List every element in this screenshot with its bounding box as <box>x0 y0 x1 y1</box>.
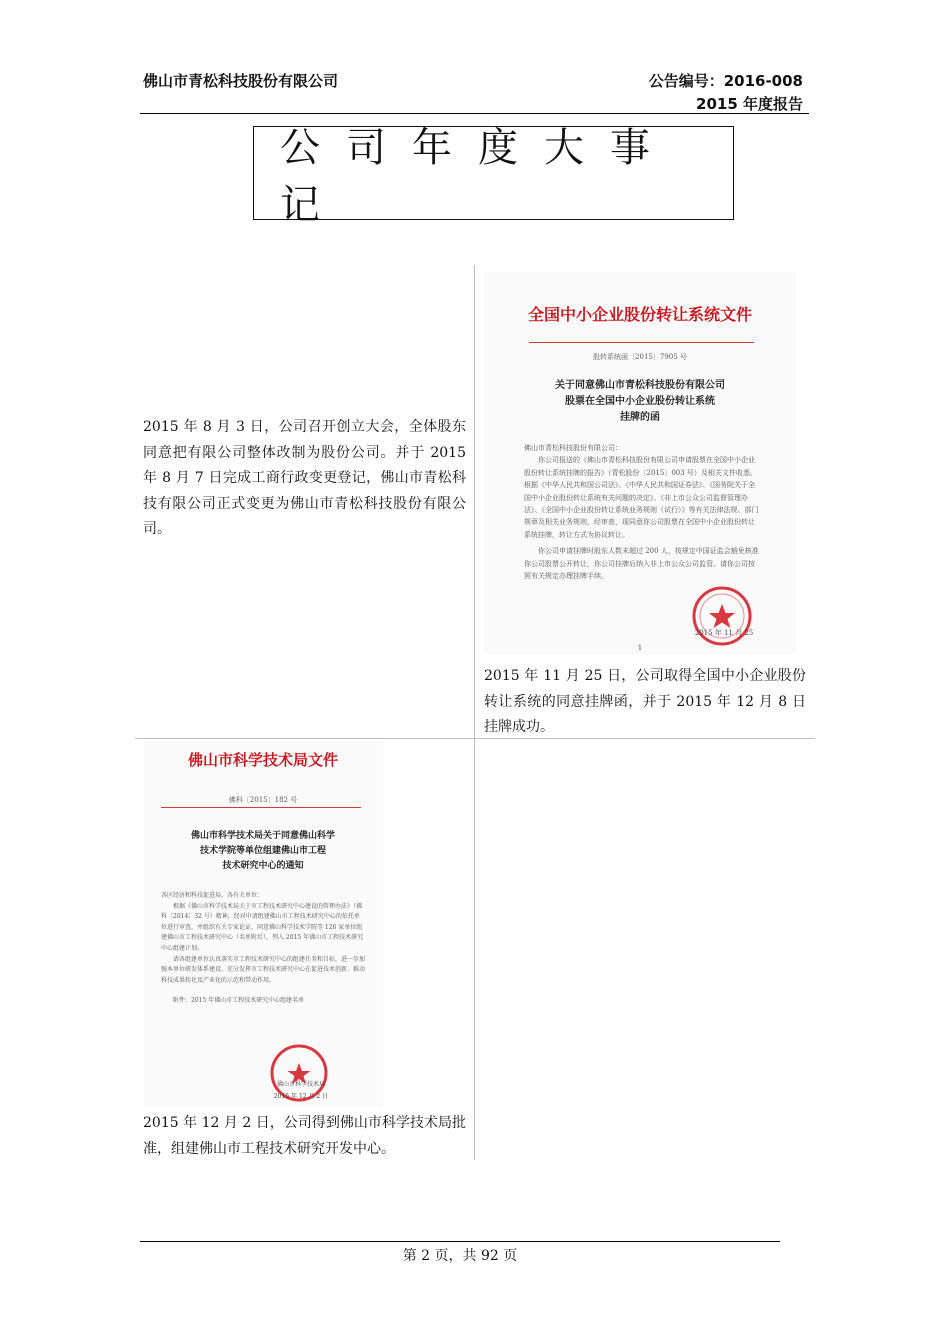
event-3-text: 2015 年 12 月 2 日，公司得到佛山市科学技术局批准，组建佛山市工程技术研究开发中心。 <box>143 1115 466 1157</box>
doc-2-red-seal-icon <box>684 584 760 648</box>
doc-3-date: 2015 年 12 月 2 日 <box>273 1093 329 1100</box>
footer-rule <box>140 1241 780 1242</box>
grid-divider-vertical-bottom <box>474 738 475 1160</box>
doc-2-date: 2015 年 11 月 25 <box>694 629 754 637</box>
header-rule <box>140 113 809 114</box>
doc-2-title: 关于同意佛山市青松科技股份有限公司 股票在全国中小企业股份转让系统 挂牌的函 <box>555 380 725 423</box>
event-3-document-image <box>143 741 383 1107</box>
doc-3-title: 佛山市科学技术局关于同意佛山科学 技术学院等单位组建佛山市工程 技术研究中心的通知 <box>190 831 335 871</box>
doc-3-seal-text: 佛山市科学技术局 <box>276 1081 325 1088</box>
doc-2-paragraph: 你公司报送的《佛山市青松科技股份有限公司申请股票在全国中小企业股份转让系统挂牌的报告》（青松股份〔2015〕003 号）及相关文件收悉。根据《中华人民共和国公司法》、《中华人民共和国证券法》、《国务院关于全国中小企业股份转让系统有关问题的决定》、《非上市公众公司监督管理办法》、《全国中小企业股份转让系统业务规则（试行）》等有关法律法规、部门规章及相关业务规则，经审查，现同意你公司股票在全国中小企业股份转让系统挂牌，转让方式为协议转让。 <box>524 456 759 539</box>
footer-page-number: 第 2 页，共 92 页 <box>402 1248 518 1264</box>
doc-3-header: 佛山市科学技术局文件 <box>187 751 338 769</box>
doc-3-attachment: 附件：2015 年佛山市工程技术研究中心组建名单 <box>173 997 305 1005</box>
doc-3-red-rule <box>161 807 361 808</box>
doc-2-reference: 股转系统函〔2015〕7905 号 <box>593 353 687 361</box>
doc-2-header: 全国中小企业股份转让系统文件 <box>527 305 752 324</box>
event-2-document-image <box>484 272 796 654</box>
header-report-year: 2015 年度报告 <box>696 95 803 113</box>
event-1-text: 2015 年 8 月 3 日，公司召开创立大会，全体股东同意把有限公司整体改制为股份公司。并于 2015 年 8 月 7 日完成工商行政变更登记，佛山市青松科技有限公司正式变更为佛山市青松科技股份有限公司。 <box>143 419 466 537</box>
doc-3-body <box>161 891 365 1007</box>
header-company: 佛山市青松科技股份有限公司 <box>143 72 339 90</box>
doc-3-paragraph: 请各组建单位认真落实市工程技术研究中心的组建任务和目标，进一步加强本单位研发体系建设，充分发挥市工程技术研究中心在促进技术创新、推动科技成果转化及产业化的示范和带动作用。 <box>161 955 366 984</box>
page-title: 公司年度大事记 <box>280 125 676 228</box>
title-box <box>253 125 734 228</box>
doc-2-red-rule <box>529 342 754 343</box>
doc-3-reference: 佛科〔2015〕182 号 <box>228 796 298 804</box>
doc-3-addressee: 各区经济和科技促进局、各有关单位： <box>161 892 264 899</box>
grid-divider-vertical-top <box>474 265 475 738</box>
doc-3-paragraph: 根据《佛山市科学技术局关于市工程技术研究中心建设的管理办法》（佛科〔2014〕32 号）精神，经对申请组建佛山市工程技术研究中心的依托单位进行审查，并组织有关专家论证，同意佛山科学技术学院等 126 家单位组建佛山市工程技术研究中心（名单附后），列入 2015 年佛山市工程技术研究中心组建计划。 <box>161 902 364 952</box>
doc-2-page-number: 1 <box>637 644 643 652</box>
doc-2-addressee: 佛山市青松科技股份有限公司： <box>524 444 622 452</box>
event-2-text: 2015 年 11 月 25 日，公司取得全国中小企业股份转让系统的同意挂牌函，并于 2015 年 12 月 8 日挂牌成功。 <box>484 668 806 735</box>
header-announcement-no: 公告编号：2016-008 <box>648 72 803 90</box>
doc-2-body <box>524 442 760 582</box>
doc-2-paragraph: 你公司申请挂牌时股东人数未超过 200 人，按规定中国证监会豁免核准你公司股票公开转让，你公司挂牌后纳入非上市公众公司监管。请你公司按照有关规定办理挂牌手续。 <box>524 547 759 581</box>
